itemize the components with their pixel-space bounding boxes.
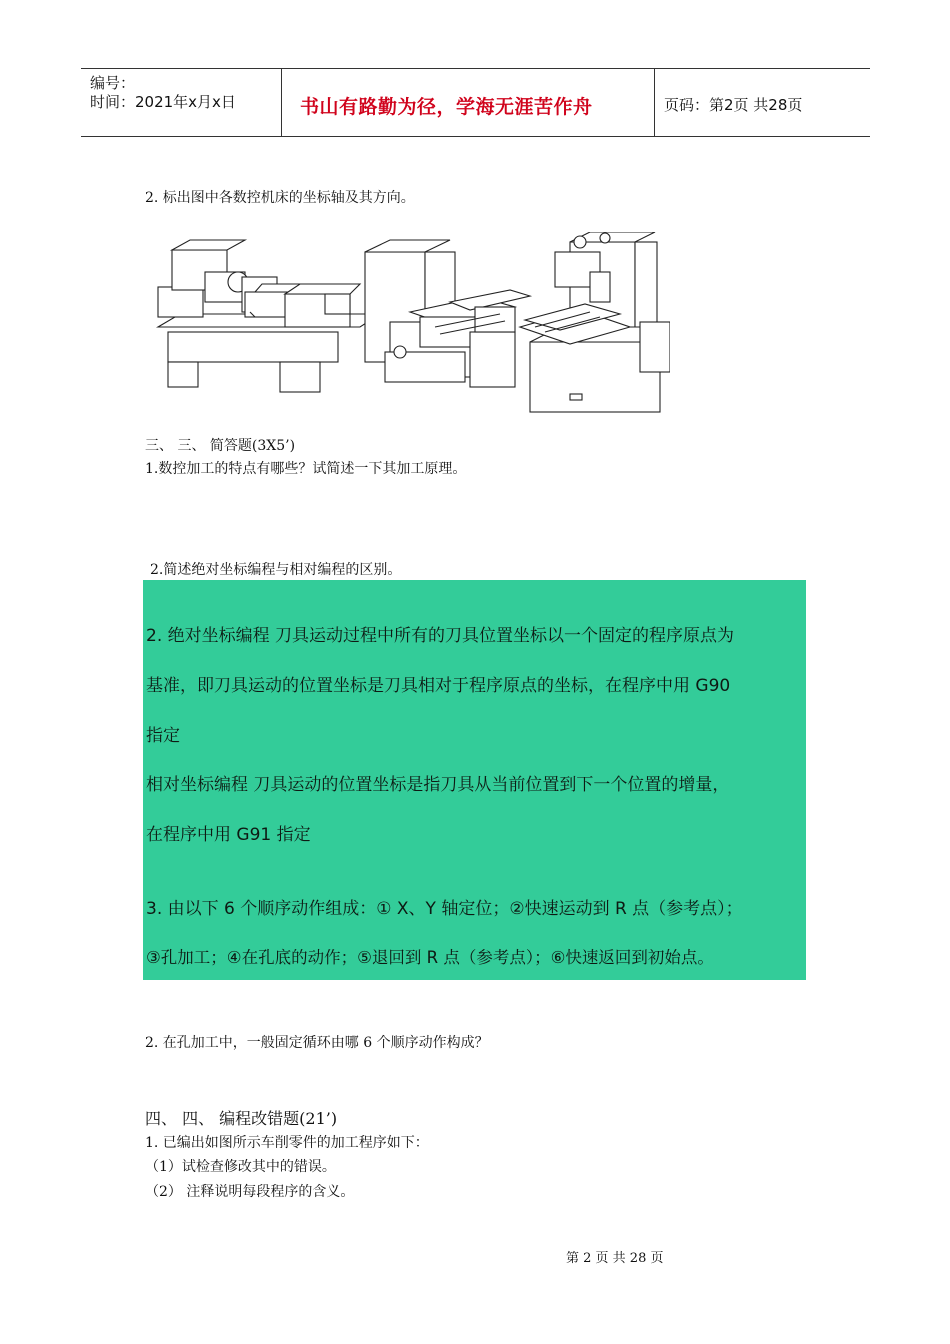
section3-q1: 1.数控加工的特点有哪些？试简述一下其加工原理。 <box>145 461 467 477</box>
page-footer: 第 2 页 共 28 页 <box>566 1251 664 1266</box>
answer-line-2: 基准，即刀具运动的位置坐标是刀具相对于程序原点的坐标，在程序中用 G90 <box>146 676 731 696</box>
question-coordinate-axes: 2. 标出图中各数控机床的坐标轴及其方向。 <box>145 190 415 206</box>
section3-heading: 三、 三、 简答题(3X5’) <box>145 438 296 454</box>
answer-line-4: 相对坐标编程 刀具运动的位置坐标是指刀具从当前位置到下一个位置的增量， <box>146 775 730 795</box>
answer-line-7: ③孔加工；④在孔底的动作；⑤退回到 R 点（参考点）；⑥快速返回到初始点。 <box>146 948 714 967</box>
section4-q1: 1. 已编出如图所示车削零件的加工程序如下： <box>145 1135 429 1151</box>
header-divider-left <box>281 69 282 136</box>
cnc-machines-figure <box>150 232 670 422</box>
section4-sub1: （1）试检查修改其中的错误。 <box>145 1159 336 1175</box>
date-label: 时间：2021年x月x日 <box>90 93 236 111</box>
header-bottom-border <box>81 136 870 137</box>
answer-line-6: 3. 由以下 6 个顺序动作组成：① X、Y 轴定位；②快速运动到 R 点（参考点）； <box>146 899 743 919</box>
horizontal-machining-center-drawing <box>365 240 530 387</box>
header-motto: 书山有路勤为径，学海无涯苦作舟 <box>300 96 593 118</box>
section3-q2: 2.简述绝对坐标编程与相对编程的区别。 <box>150 562 402 578</box>
lathe-drawing <box>158 240 380 392</box>
section4-sub2: （2） 注释说明每段程序的含义。 <box>145 1184 355 1200</box>
section4-heading: 四、 四、 编程改错题(21’) <box>145 1109 338 1128</box>
question-hole-cycle: 2. 在孔加工中，一般固定循环由哪 6 个顺序动作构成？ <box>145 1035 489 1051</box>
answer-line-3: 指定 <box>146 726 180 746</box>
page-info: 页码：第2页 共28页 <box>664 96 803 114</box>
header-divider-right <box>654 69 655 136</box>
header-top-border <box>81 68 870 69</box>
vertical-machining-center-drawing <box>520 232 670 412</box>
answer-line-1: 2. 绝对坐标编程 刀具运动过程中所有的刀具位置坐标以一个固定的程序原点为 <box>146 626 735 646</box>
serial-label: 编号： <box>90 74 136 92</box>
answer-line-5: 在程序中用 G91 指定 <box>146 825 311 845</box>
